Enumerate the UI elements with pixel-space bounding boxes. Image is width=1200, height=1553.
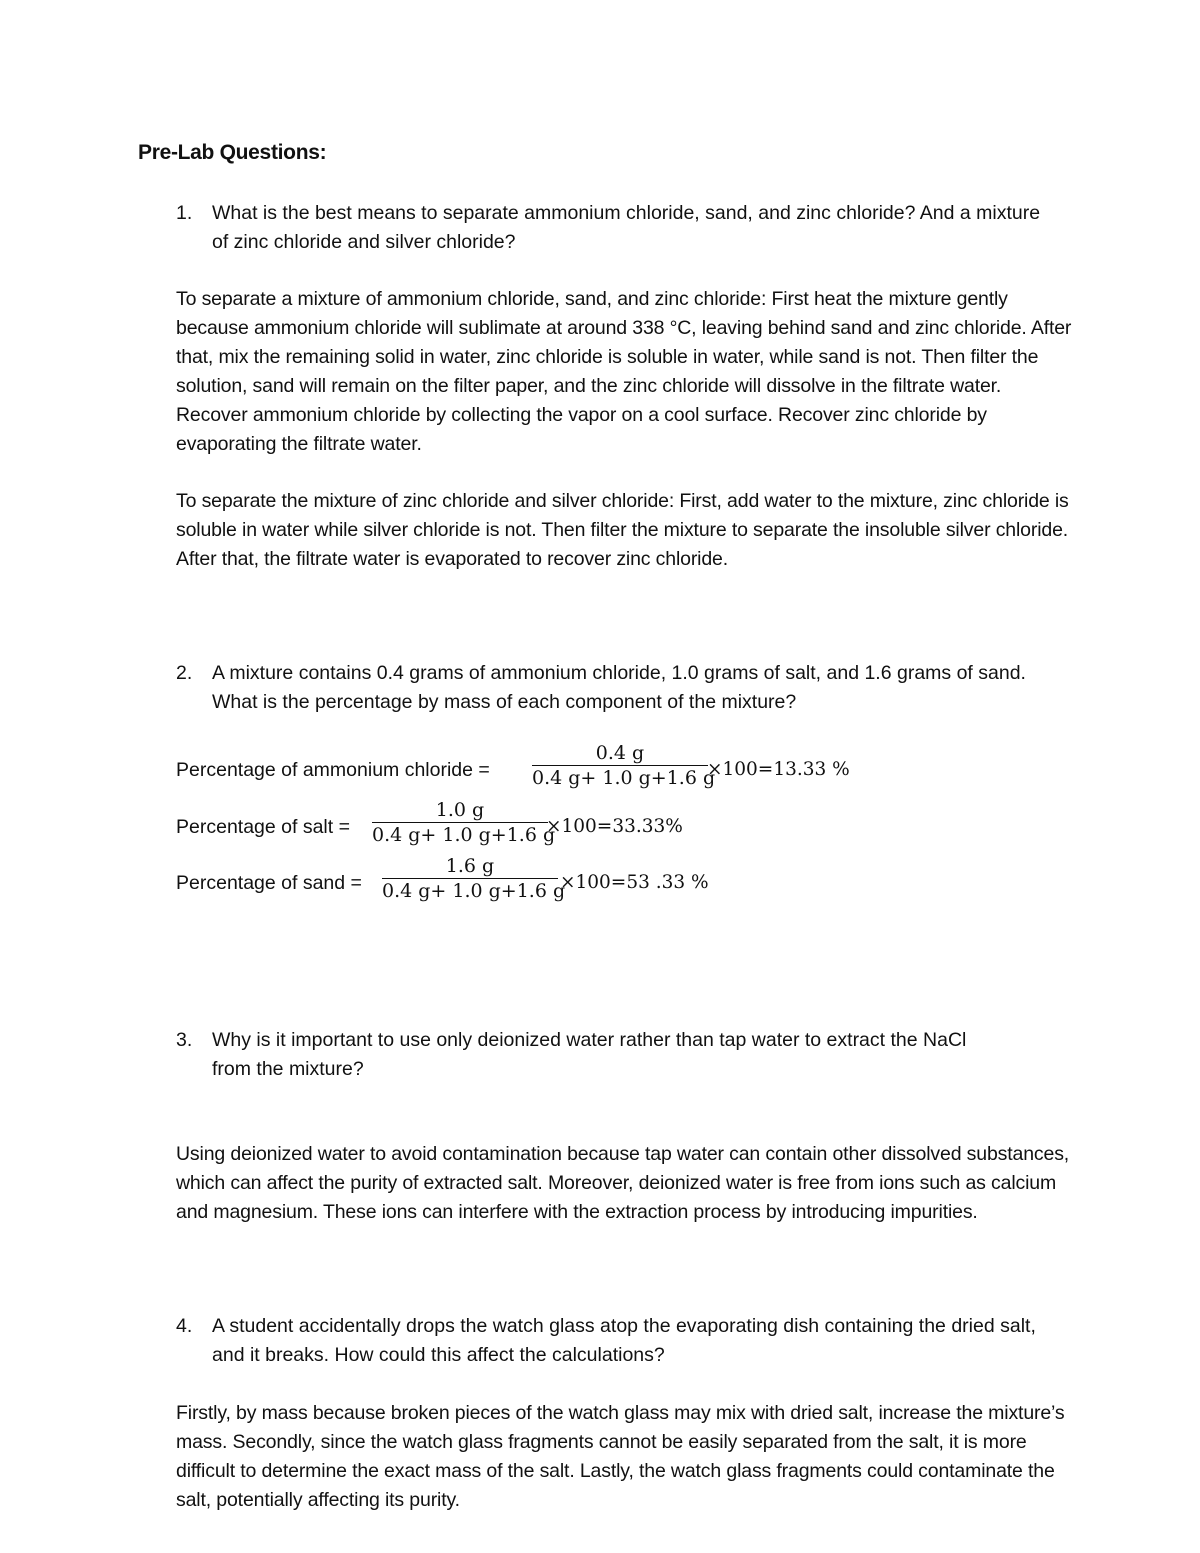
formula-result: ×100=13.33 % <box>707 759 850 780</box>
question-text: A student accidentally drops the watch glass atop the evaporating dish containing the dried salt, and it breaks. How could this affect the calculations? <box>212 1315 1036 1366</box>
question-2 <box>176 659 1056 717</box>
fraction <box>382 855 566 902</box>
fraction-bar <box>372 822 548 823</box>
answer-3 <box>176 1140 1076 1227</box>
fraction-denominator: 0.4 g+ 1.0 g+1.6 g <box>372 824 556 846</box>
fraction-denominator: 0.4 g+ 1.0 g+1.6 g <box>532 767 716 789</box>
answer-paragraph: Using deionized water to avoid contamination because tap water can contain other dissolved substances, which can affect the purity of extracted salt. Moreover, deionized water is free from ions such as calcium and magnesium. These ions can interfere with the extraction process by introducing impurities. <box>176 1143 1070 1223</box>
formula-label: Percentage of ammonium chloride = <box>176 759 490 781</box>
answer-paragraph: Firstly, by mass because broken pieces of the watch glass may mix with dried salt, increase the mixture’s mass. Secondly, since the watch glass fragments cannot be easily separated from the salt, it is more difficult to determine the exact mass of the salt. Lastly, the watch glass fragments could contaminate the salt, potentially affecting its purity. <box>176 1402 1065 1511</box>
fraction-bar <box>532 765 708 766</box>
fraction-bar <box>382 878 558 879</box>
formula-result: ×100=53 .33 % <box>560 872 709 893</box>
question-text: Why is it important to use only deionized water rather than tap water to extract the NaCl from the mixture? <box>212 1029 967 1080</box>
answer-paragraph: To separate a mixture of ammonium chloride, sand, and zinc chloride: First heat the mixture gently because ammonium chloride will sublimate at around 338 °C, leaving behind sand and zinc chloride. After that, mix the remaining solid in water, zinc chloride is soluble in water, while sand is not. Then filter the solution, sand will remain on the filter paper, and the zinc chloride will dissolve in the filtrate water. Recover ammonium chloride by collecting the vapor on a cool surface. Recover zinc chloride by evaporating the filtrate water. <box>176 288 1072 455</box>
page-title: Pre-Lab Questions: <box>138 141 327 164</box>
question-number: 3. <box>176 1029 193 1051</box>
fraction-numerator: 1.6 g <box>445 855 495 877</box>
fraction <box>372 799 556 846</box>
fraction-numerator: 1.0 g <box>435 799 485 821</box>
question-4 <box>176 1312 1056 1370</box>
formula-result: ×100=33.33% <box>546 816 683 837</box>
question-3 <box>176 1026 1056 1084</box>
answer-1b <box>176 487 1076 574</box>
question-number: 1. <box>176 202 193 224</box>
fraction <box>532 742 716 789</box>
answer-paragraph: To separate the mixture of zinc chloride and silver chloride: First, add water to the mixture, zinc chloride is soluble in water while silver chloride is not. Then filter the mixture to separate the insoluble silver chloride. After that, the filtrate water is evaporated to recover zinc chloride. <box>176 490 1069 570</box>
answer-4 <box>176 1399 1076 1515</box>
formula-label: Percentage of salt = <box>176 816 350 838</box>
answer-1a <box>176 285 1076 459</box>
question-number: 2. <box>176 662 193 684</box>
question-text: A mixture contains 0.4 grams of ammonium chloride, 1.0 grams of salt, and 1.6 grams of sand. What is the percentage by mass of each component of the mixture? <box>212 662 1026 713</box>
question-1 <box>176 199 1056 257</box>
formula-label: Percentage of sand = <box>176 872 362 894</box>
fraction-numerator: 0.4 g <box>595 742 645 764</box>
fraction-denominator: 0.4 g+ 1.0 g+1.6 g <box>382 880 566 902</box>
question-text: What is the best means to separate ammonium chloride, sand, and zinc chloride? And a mixture of zinc chloride and silver chloride? <box>212 202 1041 253</box>
question-number: 4. <box>176 1315 193 1337</box>
